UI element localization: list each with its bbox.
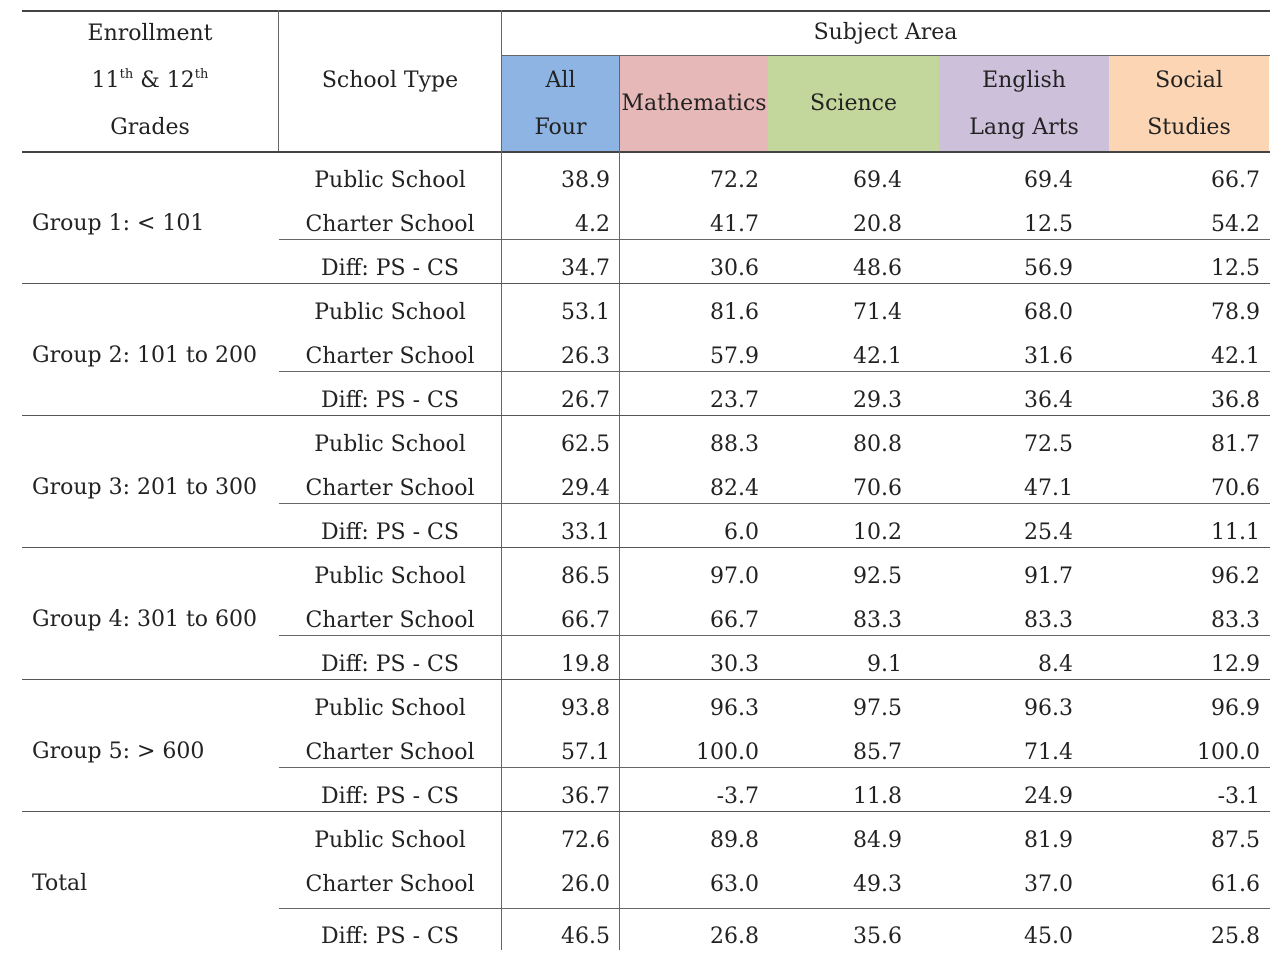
value-cell-science: 69.4: [853, 168, 902, 193]
value-cell-science: 48.6: [853, 256, 902, 281]
value-cell-english: 68.0: [1024, 300, 1073, 325]
group-separator-rule: [22, 811, 1270, 812]
value-cell-mathematics: 30.6: [710, 256, 759, 281]
value-cell-social-studies: 78.9: [1211, 300, 1260, 325]
value-cell-english: 37.0: [1024, 872, 1073, 897]
value-cell-english: 69.4: [1024, 168, 1073, 193]
value-cell-all-four: 34.7: [561, 256, 610, 281]
value-cell-all-four: 36.7: [561, 784, 610, 809]
group-label: Total: [32, 871, 88, 896]
value-cell-english: 25.4: [1024, 520, 1073, 545]
school-type-cell: Charter School: [305, 344, 475, 369]
subject-header-all-four: All Four: [534, 67, 587, 140]
value-cell-mathematics: 72.2: [710, 168, 759, 193]
value-cell-all-four: 93.8: [561, 696, 610, 721]
subject-header-social-studies: Social Studies: [1147, 67, 1231, 140]
school-type-cell: Charter School: [305, 476, 475, 501]
school-type-cell: Public School: [314, 828, 466, 853]
diff-separator-rule: [279, 239, 1270, 240]
school-type-cell: Public School: [314, 696, 466, 721]
group-separator-rule: [22, 679, 1270, 680]
value-cell-english: 71.4: [1024, 740, 1073, 765]
value-cell-science: 70.6: [853, 476, 902, 501]
value-cell-english: 12.5: [1024, 212, 1073, 237]
value-cell-mathematics: 88.3: [710, 432, 759, 457]
group-separator-rule: [22, 415, 1270, 416]
value-cell-all-four: 66.7: [561, 608, 610, 633]
subject-header-mathematics: Mathematics: [621, 90, 767, 116]
value-cell-science: 20.8: [853, 212, 902, 237]
value-cell-social-studies: 87.5: [1211, 828, 1260, 853]
value-cell-science: 80.8: [853, 432, 902, 457]
value-cell-science: 42.1: [853, 344, 902, 369]
value-cell-all-four: 33.1: [561, 520, 610, 545]
value-cell-science: 29.3: [853, 388, 902, 413]
col-divider-enrollment: [278, 10, 279, 151]
value-cell-mathematics: 81.6: [710, 300, 759, 325]
value-cell-science: 11.8: [853, 784, 902, 809]
value-cell-social-studies: 36.8: [1211, 388, 1260, 413]
value-cell-social-studies: 100.0: [1197, 740, 1260, 765]
header-bottom-rule: [22, 151, 1270, 153]
value-cell-social-studies: 12.5: [1211, 256, 1260, 281]
value-cell-social-studies: 25.8: [1211, 924, 1260, 949]
value-cell-science: 97.5: [853, 696, 902, 721]
value-cell-english: 8.4: [1038, 652, 1073, 677]
value-cell-social-studies: 70.6: [1211, 476, 1260, 501]
school-type-cell: Diff: PS - CS: [321, 520, 459, 545]
value-cell-english: 81.9: [1024, 828, 1073, 853]
value-cell-mathematics: 96.3: [710, 696, 759, 721]
value-cell-english: 36.4: [1024, 388, 1073, 413]
value-cell-all-four: 26.7: [561, 388, 610, 413]
value-cell-english: 72.5: [1024, 432, 1073, 457]
enrollment-header-line1: Enrollment: [87, 21, 213, 46]
value-cell-all-four: 62.5: [561, 432, 610, 457]
diff-separator-rule: [279, 908, 1270, 909]
school-type-header: School Type: [321, 67, 459, 93]
school-type-cell: Diff: PS - CS: [321, 388, 459, 413]
value-cell-mathematics: 66.7: [710, 608, 759, 633]
group-label: Group 5: > 600: [32, 739, 205, 764]
value-cell-social-studies: -3.1: [1217, 784, 1260, 809]
value-cell-science: 35.6: [853, 924, 902, 949]
value-cell-social-studies: 66.7: [1211, 168, 1260, 193]
value-cell-all-four: 72.6: [561, 828, 610, 853]
diff-separator-rule: [279, 371, 1270, 372]
value-cell-science: 83.3: [853, 608, 902, 633]
value-cell-english: 56.9: [1024, 256, 1073, 281]
group-label: Group 1: < 101: [32, 211, 205, 236]
value-cell-social-studies: 42.1: [1211, 344, 1260, 369]
value-cell-social-studies: 96.9: [1211, 696, 1260, 721]
school-type-cell: Public School: [314, 564, 466, 589]
value-cell-all-four: 4.2: [575, 212, 610, 237]
value-cell-social-studies: 12.9: [1211, 652, 1260, 677]
school-type-cell: Charter School: [305, 872, 475, 897]
subject-area-rule: [502, 55, 1270, 56]
value-cell-english: 24.9: [1024, 784, 1073, 809]
value-cell-social-studies: 83.3: [1211, 608, 1260, 633]
school-type-cell: Diff: PS - CS: [321, 256, 459, 281]
value-cell-all-four: 19.8: [561, 652, 610, 677]
value-cell-all-four: 26.0: [561, 872, 610, 897]
value-cell-mathematics: -3.7: [716, 784, 759, 809]
value-cell-science: 92.5: [853, 564, 902, 589]
value-cell-social-studies: 11.1: [1211, 520, 1260, 545]
value-cell-social-studies: 96.2: [1211, 564, 1260, 589]
value-cell-all-four: 86.5: [561, 564, 610, 589]
enrollment-header: [22, 10, 278, 151]
school-type-cell: Charter School: [305, 740, 475, 765]
value-cell-mathematics: 89.8: [710, 828, 759, 853]
value-cell-english: 83.3: [1024, 608, 1073, 633]
value-cell-english: 31.6: [1024, 344, 1073, 369]
school-type-cell: Diff: PS - CS: [321, 652, 459, 677]
value-cell-all-four: 29.4: [561, 476, 610, 501]
value-cell-social-studies: 61.6: [1211, 872, 1260, 897]
value-cell-mathematics: 63.0: [710, 872, 759, 897]
diff-separator-rule: [279, 503, 1270, 504]
value-cell-mathematics: 30.3: [710, 652, 759, 677]
value-cell-science: 10.2: [853, 520, 902, 545]
value-cell-science: 84.9: [853, 828, 902, 853]
value-cell-mathematics: 100.0: [696, 740, 759, 765]
value-cell-science: 49.3: [853, 872, 902, 897]
school-type-cell: Diff: PS - CS: [321, 924, 459, 949]
top-rule: [22, 10, 1270, 12]
subject-header-english: English Lang Arts: [969, 67, 1079, 140]
subject-area-header: Subject Area: [813, 19, 958, 45]
school-type-cell: Public School: [314, 300, 466, 325]
value-cell-mathematics: 82.4: [710, 476, 759, 501]
value-cell-science: 71.4: [853, 300, 902, 325]
school-type-cell: Public School: [314, 432, 466, 457]
value-cell-social-studies: 81.7: [1211, 432, 1260, 457]
group-separator-rule: [22, 283, 1270, 284]
value-cell-all-four: 57.1: [561, 740, 610, 765]
value-cell-social-studies: 54.2: [1211, 212, 1260, 237]
group-label: Group 3: 201 to 300: [32, 475, 258, 500]
value-cell-mathematics: 97.0: [710, 564, 759, 589]
value-cell-mathematics: 23.7: [710, 388, 759, 413]
value-cell-mathematics: 41.7: [710, 212, 759, 237]
value-cell-english: 45.0: [1024, 924, 1073, 949]
value-cell-all-four: 38.9: [561, 168, 610, 193]
school-type-cell: Charter School: [305, 608, 475, 633]
value-cell-all-four: 26.3: [561, 344, 610, 369]
value-cell-english: 47.1: [1024, 476, 1073, 501]
value-cell-english: 91.7: [1024, 564, 1073, 589]
value-cell-science: 85.7: [853, 740, 902, 765]
school-type-cell: Diff: PS - CS: [321, 784, 459, 809]
subject-header-science: Science: [810, 90, 897, 116]
value-cell-mathematics: 6.0: [724, 520, 759, 545]
school-type-cell: Charter School: [305, 212, 475, 237]
diff-separator-rule: [279, 767, 1270, 768]
enrollment-header-line2: 11th & 12th: [91, 67, 209, 93]
value-cell-mathematics: 26.8: [710, 924, 759, 949]
group-label: Group 4: 301 to 600: [32, 607, 258, 632]
enrollment-header-line3: Grades: [110, 115, 190, 140]
group-separator-rule: [22, 547, 1270, 548]
value-cell-science: 9.1: [867, 652, 902, 677]
value-cell-english: 96.3: [1024, 696, 1073, 721]
value-cell-mathematics: 57.9: [710, 344, 759, 369]
value-cell-all-four: 53.1: [561, 300, 610, 325]
value-cell-all-four: 46.5: [561, 924, 610, 949]
diff-separator-rule: [279, 635, 1270, 636]
group-label: Group 2: 101 to 200: [32, 343, 258, 368]
school-type-cell: Public School: [314, 168, 466, 193]
